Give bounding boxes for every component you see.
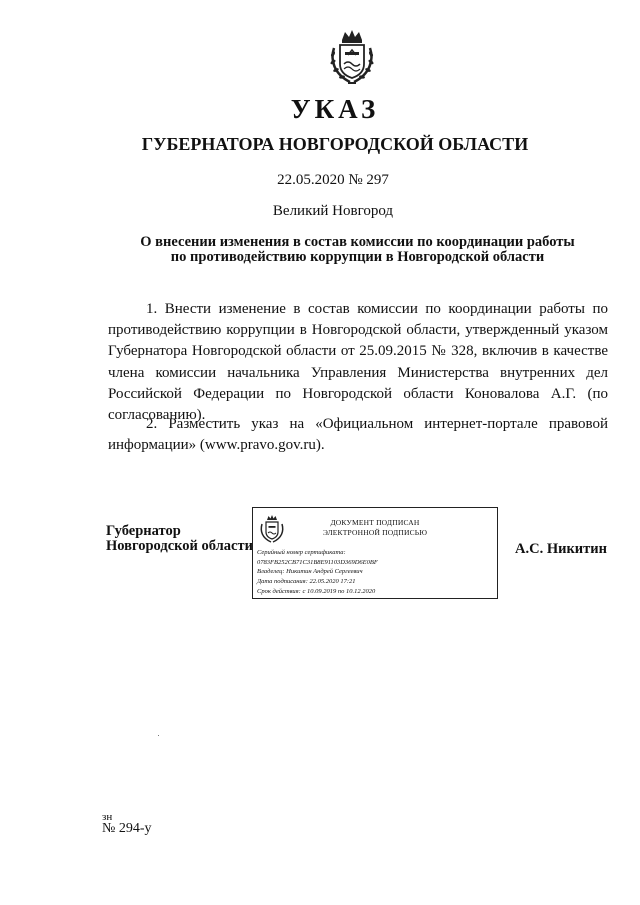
city-name: Великий Новгород: [272, 203, 394, 219]
issuer-heading: ГУБЕРНАТОРА НОВГОРОДСКОЙ ОБЛАСТИ: [141, 134, 529, 154]
document-footer: [102, 812, 152, 834]
stamp-heading: [295, 518, 455, 538]
stamp-signed-date: Дата подписания: 22.05.2020 17:21: [257, 578, 356, 586]
body-paragraph-2: 2. Разместить указ на «Официальном интернет-портале правовой информации» (www.pravo.gov.ru).: [108, 416, 608, 454]
signatory-role: [106, 524, 253, 554]
document-subject: [110, 235, 605, 265]
subject-line-1: О внесении изменения в состав комиссии по координации работы: [140, 234, 575, 250]
coat-of-arms-emblem: [328, 28, 376, 86]
stamp-cert-label: Серийный номер сертификата:: [257, 549, 346, 556]
signatory-name: А.С. Никитин: [515, 541, 607, 557]
stamp-heading-line-2: ЭЛЕКТРОННОЙ ПОДПИСЬЮ: [322, 528, 428, 537]
stamp-heading-line-1: ДОКУМЕНТ ПОДПИСАН: [330, 518, 420, 527]
footer-number: № 294-у: [102, 821, 152, 836]
scan-speck: [158, 735, 159, 736]
body-paragraph-1: 1. Внести изменение в состав комиссии по координации работы по противодействию коррупции в Новгородской области, утвержденный указом Губернатора Новгородской области от 25.09.2015 № 328, включив в качестве члена комиссии начальника Управления Министерства внутренних дел Российской Федерации по Новгородской области Коновалова А.Г. (по согласованию).: [108, 301, 608, 424]
electronic-signature-stamp: [252, 507, 498, 599]
signatory-role-line-1: Губернатор: [106, 523, 181, 539]
subject-line-2: по противодействию коррупции в Новгородской области: [170, 249, 545, 265]
stamp-owner: Владелец: Никитин Андрей Сергеевич: [257, 568, 363, 576]
stamp-details: [257, 548, 495, 597]
signatory-role-line-2: Новгородской области: [106, 538, 253, 554]
footer-initials: зн: [102, 811, 113, 823]
document-type-heading: УКАЗ: [290, 94, 380, 124]
stamp-validity: Срок действия: с 10.09.2019 по 10.12.2020: [257, 587, 376, 595]
date-and-number: 22.05.2020 № 297: [277, 172, 389, 188]
stamp-coat-of-arms-icon: [259, 514, 285, 544]
stamp-cert-number: 0783FB252CB71C31B8E91103D369D6E0BF: [257, 558, 378, 566]
